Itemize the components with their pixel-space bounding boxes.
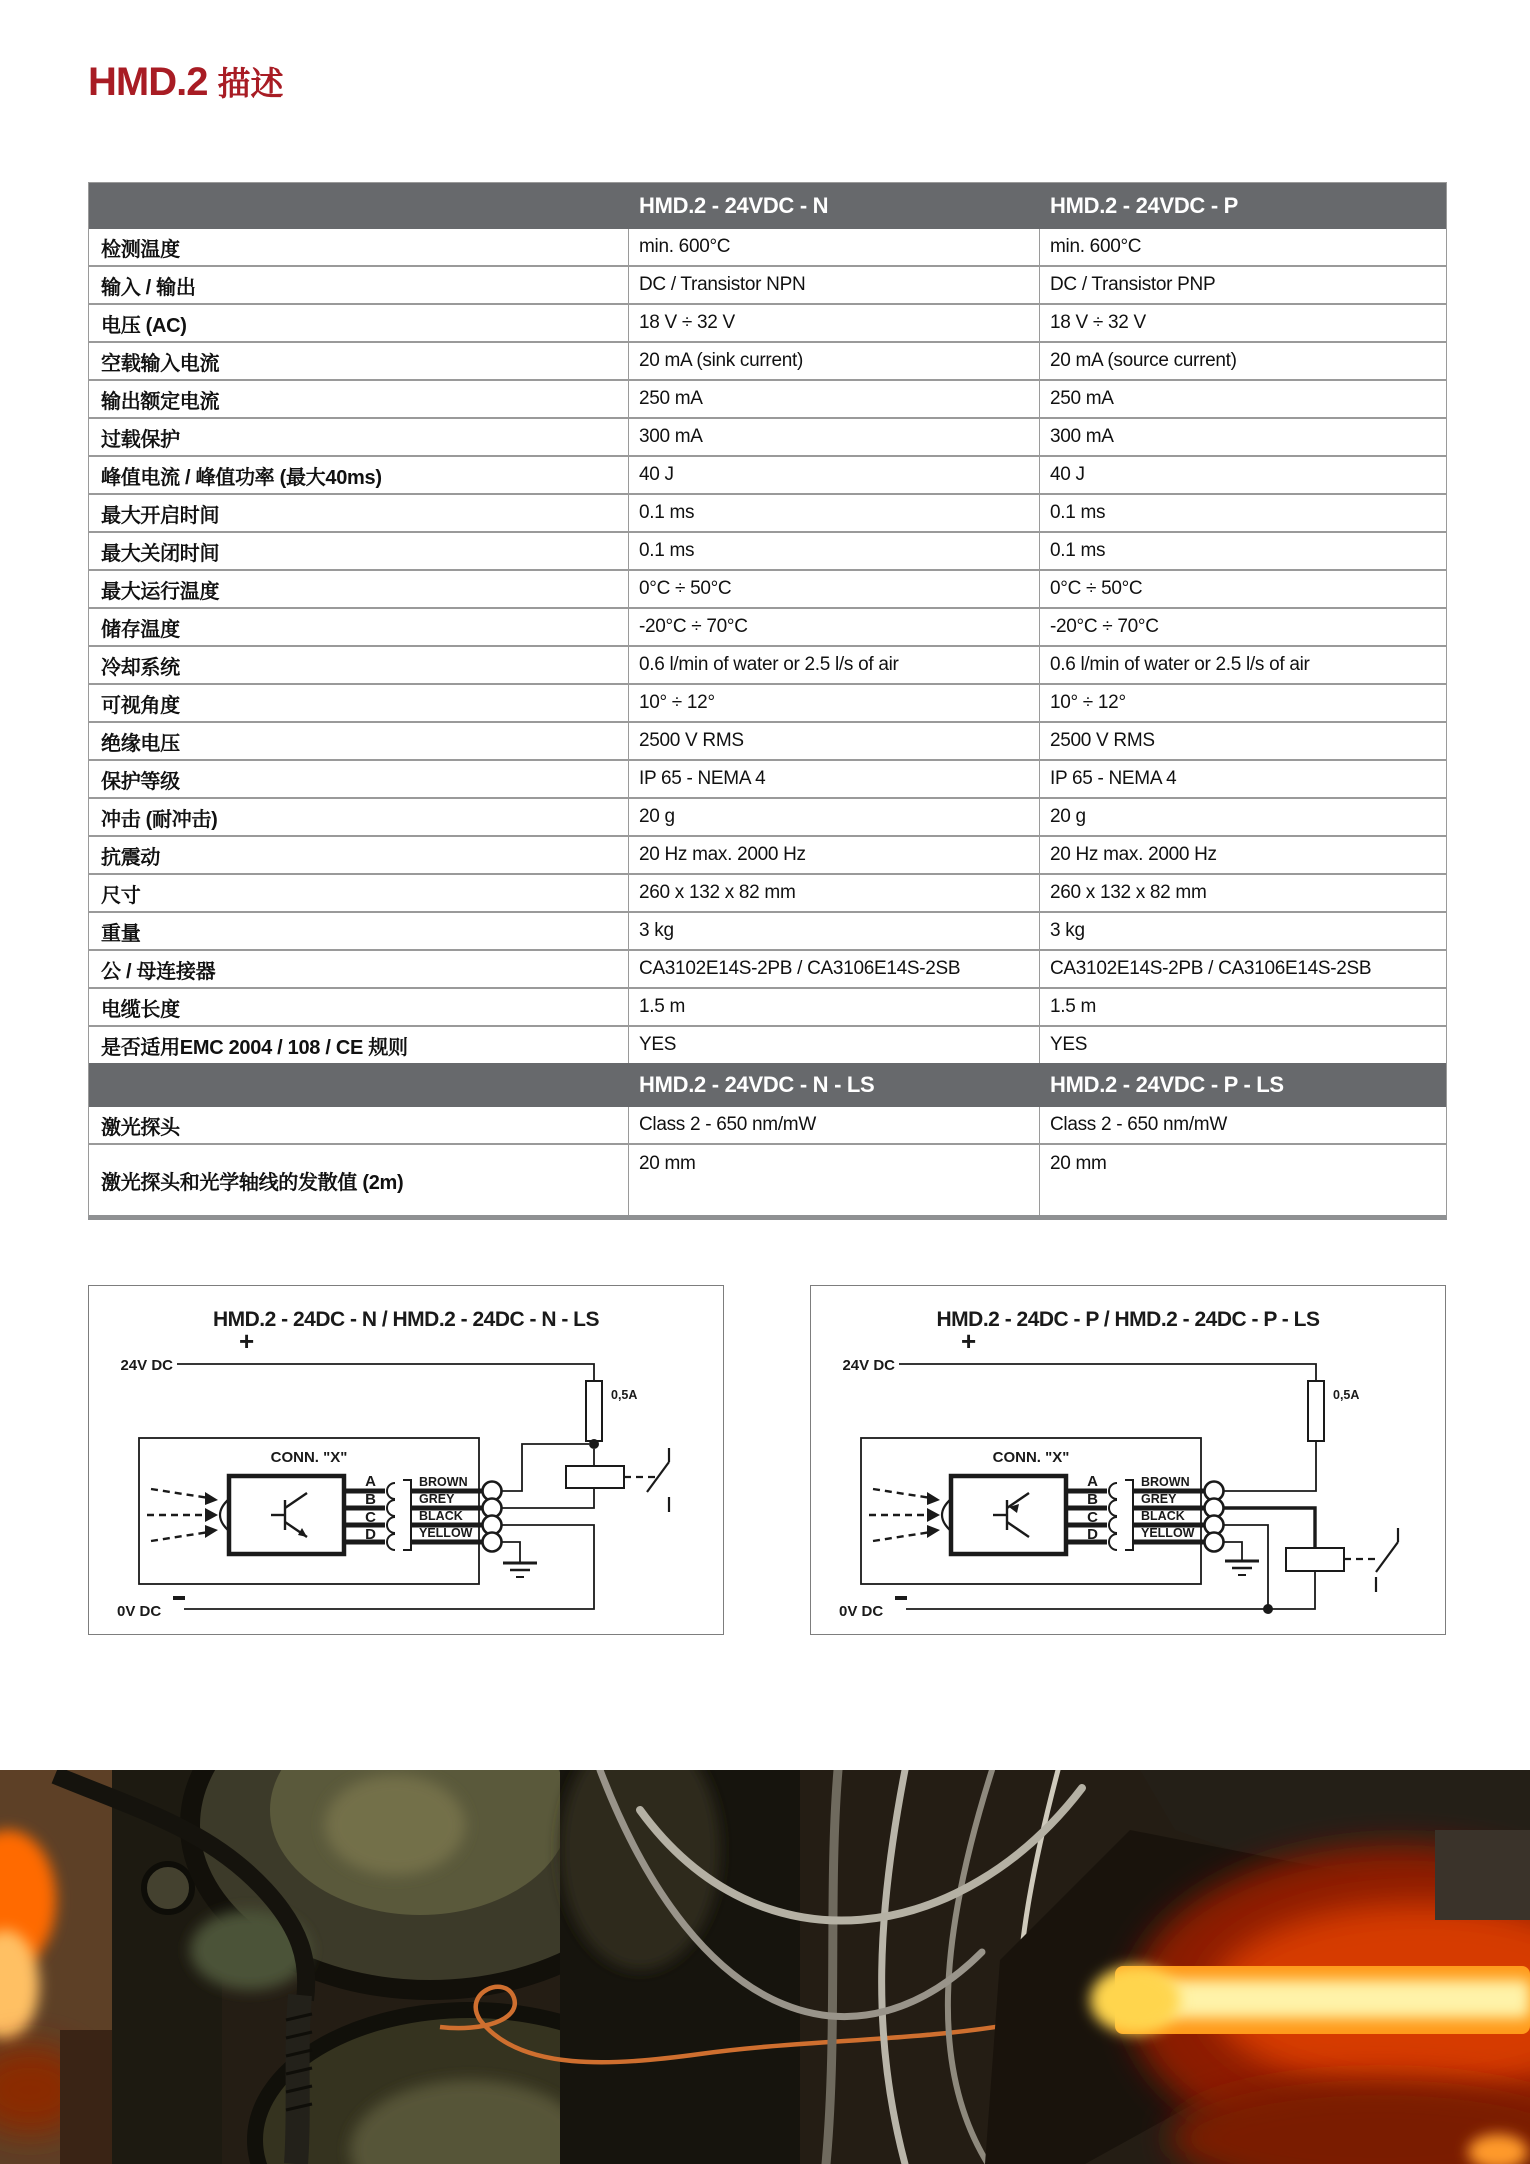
spec-value-cell-n: DC / Transistor NPN [628, 267, 1035, 303]
spec-value-cell-n: IP 65 - NEMA 4 [628, 761, 1035, 797]
light-arrows-icon [869, 1489, 931, 1541]
spec-label-cell: 电缆长度 [101, 998, 180, 1021]
spec-value-cell-p: CA3102E14S-2PB / CA3106E14S-2SB [1039, 951, 1446, 987]
spec-value-cell-n: 0.1 ms [628, 495, 1035, 531]
switch-contact-icon [1344, 1528, 1398, 1592]
diagram-title: HMD.2 - 24DC - P / HMD.2 - 24DC - P - LS [936, 1308, 1320, 1331]
spec-value-cell-n: 40 J [628, 457, 1035, 493]
pin-letter: A [1087, 1473, 1098, 1490]
spec-label-cell: 储存温度 [101, 618, 180, 641]
spec-label-cell: 是否适用EMC 2004 / 108 / CE 规则 [101, 1036, 408, 1059]
spec-table-rows [89, 229, 1446, 1063]
spec-label-cell: 检测温度 [101, 238, 180, 261]
spec-label-cell: 激光探头 [101, 1116, 180, 1139]
spec-row [89, 987, 1446, 1025]
spec-row [89, 1107, 1446, 1143]
spec-ls-header-column-p: HMD.2 - 24VDC - P - LS [1040, 1063, 1446, 1107]
spec-value-cell-p: min. 600°C [1039, 229, 1446, 265]
spec-value-cell-p: IP 65 - NEMA 4 [1039, 761, 1446, 797]
spec-value-cell-p: 0.1 ms [1039, 533, 1446, 569]
fuse-rating: 0,5A [611, 1388, 638, 1402]
light-arrowheads [205, 1492, 218, 1538]
spec-value-cell-n: 0.1 ms [628, 533, 1035, 569]
spec-header-label-cell [89, 183, 624, 229]
spec-row [89, 683, 1446, 721]
spec-header-column-p: HMD.2 - 24VDC - P [1040, 183, 1446, 229]
wiring-diagram-pnp [810, 1285, 1446, 1635]
connector-hooks-icon [1109, 1480, 1133, 1550]
ground-icon [503, 1563, 537, 1577]
spec-label-cell: 峰值电流 / 峰值功率 (最大40ms) [101, 466, 382, 489]
conn-label: CONN. "X" [992, 1449, 1070, 1466]
spec-row [89, 721, 1446, 759]
spec-value-cell-p: 20 mm [1039, 1145, 1446, 1215]
pin-letter: D [365, 1526, 376, 1543]
plus-symbol: + [239, 1326, 255, 1356]
wire-color-label: BROWN [1141, 1475, 1190, 1489]
spec-value-cell-p: -20°C ÷ 70°C [1039, 609, 1446, 645]
spec-table [88, 182, 1447, 1220]
spec-value-cell-p: 20 Hz max. 2000 Hz [1039, 837, 1446, 873]
fuse-rating: 0,5A [1333, 1388, 1360, 1402]
spec-value-cell-n: 18 V ÷ 32 V [628, 305, 1035, 341]
spec-row [89, 949, 1446, 987]
spec-label-cell: 冲击 (耐冲击) [101, 808, 218, 831]
wiring-diagram-npn [88, 1285, 724, 1635]
supply-rail [899, 1364, 1316, 1381]
connector-hooks-icon [387, 1480, 411, 1550]
supply-label: 24V DC [120, 1357, 173, 1374]
machinery-photo [0, 1770, 1530, 2164]
spec-label-cell: 电压 (AC) [101, 314, 187, 337]
spec-label-cell: 最大关闭时间 [101, 542, 220, 565]
spec-value-cell-n: 20 mA (sink current) [628, 343, 1035, 379]
wire-color-label: BLACK [419, 1509, 463, 1523]
spec-label-cell: 过载保护 [101, 428, 180, 451]
spec-row [89, 569, 1446, 607]
spec-value-cell-n: CA3102E14S-2PB / CA3106E14S-2SB [628, 951, 1035, 987]
spec-row [89, 531, 1446, 569]
spec-label-cell: 抗震动 [101, 846, 161, 869]
spec-row [89, 265, 1446, 303]
spec-row [89, 1143, 1446, 1215]
wiring-diagram-pnp-svg [811, 1286, 1445, 1634]
pin-letter: B [1087, 1491, 1098, 1508]
wire-color-label: YELLOW [1141, 1526, 1195, 1540]
spec-ls-header-label-cell [89, 1063, 624, 1107]
page-title [88, 58, 283, 105]
spec-label-cell: 最大开启时间 [101, 504, 220, 527]
pin-letter: C [365, 1509, 376, 1526]
page-title-suffix: 描述 [217, 65, 284, 102]
pin-letter: A [365, 1473, 376, 1490]
spec-row [89, 911, 1446, 949]
pin-letter: B [365, 1491, 376, 1508]
spec-value-cell-p: 0.1 ms [1039, 495, 1446, 531]
spec-value-cell-n: Class 2 - 650 nm/mW [628, 1107, 1035, 1143]
spec-value-cell-p: 3 kg [1039, 913, 1446, 949]
minus-symbol [895, 1596, 907, 1600]
conn-label: CONN. "X" [270, 1449, 348, 1466]
spec-value-cell-n: 300 mA [628, 419, 1035, 455]
spec-row [89, 493, 1446, 531]
spec-row [89, 835, 1446, 873]
spec-row [89, 455, 1446, 493]
spec-row [89, 873, 1446, 911]
spec-value-cell-p: Class 2 - 650 nm/mW [1039, 1107, 1446, 1143]
zero-volt-label: 0V DC [117, 1603, 162, 1620]
fuse-symbol [1308, 1381, 1324, 1441]
machinery-photo-svg [0, 1770, 1530, 2164]
spec-label-cell: 绝缘电压 [101, 732, 180, 755]
sensor-symbol [942, 1476, 1066, 1554]
spec-value-cell-p: 0.6 l/min of water or 2.5 l/s of air [1039, 647, 1446, 683]
spec-value-cell-n: 10° ÷ 12° [628, 685, 1035, 721]
spec-value-cell-p: 40 J [1039, 457, 1446, 493]
spec-value-cell-n: 0°C ÷ 50°C [628, 571, 1035, 607]
switch-contact-icon [624, 1448, 669, 1512]
wire-color-label: YELLOW [419, 1526, 473, 1540]
spec-label-cell: 尺寸 [101, 884, 141, 907]
junction-dot [1263, 1604, 1273, 1614]
spec-table-ls-header [89, 1063, 1446, 1107]
spec-value-cell-p: 18 V ÷ 32 V [1039, 305, 1446, 341]
spec-value-cell-p: 1.5 m [1039, 989, 1446, 1025]
page-title-model: HMD.2 [88, 60, 208, 104]
spec-label-cell: 冷却系统 [101, 656, 180, 679]
pin-letter: C [1087, 1509, 1098, 1526]
spec-row [89, 229, 1446, 265]
spec-row [89, 417, 1446, 455]
spec-table-ls-rows [89, 1107, 1446, 1215]
plus-symbol: + [961, 1326, 977, 1356]
relay-coil [1286, 1548, 1344, 1571]
spec-label-cell: 输出额定电流 [101, 390, 220, 413]
spec-value-cell-n: YES [628, 1027, 1035, 1063]
spec-row [89, 759, 1446, 797]
spec-row [89, 303, 1446, 341]
spec-table-header [89, 183, 1446, 229]
spec-value-cell-p: 2500 V RMS [1039, 723, 1446, 759]
spec-label-cell: 可视角度 [101, 694, 180, 717]
spec-label-cell: 公 / 母连接器 [101, 960, 216, 983]
light-arrowheads [927, 1492, 940, 1538]
spec-value-cell-n: min. 600°C [628, 229, 1035, 265]
light-arrows-icon [147, 1489, 209, 1541]
spec-value-cell-n: 260 x 132 x 82 mm [628, 875, 1035, 911]
wire-color-label: GREY [1141, 1492, 1177, 1506]
terminal-circles [483, 1482, 502, 1552]
spec-label-cell: 输入 / 输出 [101, 276, 196, 299]
supply-label: 24V DC [842, 1357, 895, 1374]
spec-value-cell-p: DC / Transistor PNP [1039, 267, 1446, 303]
wire-color-label: BROWN [419, 1475, 468, 1489]
spec-label-cell: 最大运行温度 [101, 580, 220, 603]
spec-label-cell: 保护等级 [101, 770, 180, 793]
spec-value-cell-p: 20 g [1039, 799, 1446, 835]
spec-value-cell-n: 0.6 l/min of water or 2.5 l/s of air [628, 647, 1035, 683]
spec-value-cell-n: 20 g [628, 799, 1035, 835]
spec-row [89, 379, 1446, 417]
supply-rail [177, 1364, 594, 1381]
sensor-symbol [220, 1476, 344, 1554]
spec-value-cell-n: 2500 V RMS [628, 723, 1035, 759]
spec-value-cell-n: 20 mm [628, 1145, 1035, 1215]
spec-row [89, 1025, 1446, 1063]
spec-ls-header-column-n: HMD.2 - 24VDC - N - LS [629, 1063, 1035, 1107]
spec-value-cell-p: 10° ÷ 12° [1039, 685, 1446, 721]
spec-value-cell-p: 0°C ÷ 50°C [1039, 571, 1446, 607]
zero-volt-label: 0V DC [839, 1603, 884, 1620]
fuse-symbol [586, 1381, 602, 1441]
pin-letter: D [1087, 1526, 1098, 1543]
spec-value-cell-n: 20 Hz max. 2000 Hz [628, 837, 1035, 873]
spec-value-cell-p: 260 x 132 x 82 mm [1039, 875, 1446, 911]
spec-value-cell-p: 300 mA [1039, 419, 1446, 455]
junction-dot [589, 1439, 599, 1449]
spec-value-cell-n: -20°C ÷ 70°C [628, 609, 1035, 645]
spec-header-column-n: HMD.2 - 24VDC - N [629, 183, 1035, 229]
spec-value-cell-p: YES [1039, 1027, 1446, 1063]
relay-coil [566, 1466, 624, 1488]
spec-value-cell-n: 1.5 m [628, 989, 1035, 1025]
diagram-title: HMD.2 - 24DC - N / HMD.2 - 24DC - N - LS [212, 1308, 600, 1331]
wire-color-label: GREY [419, 1492, 455, 1506]
spec-label-cell: 空载输入电流 [101, 352, 220, 375]
spec-row [89, 607, 1446, 645]
spec-value-cell-n: 250 mA [628, 381, 1035, 417]
spec-value-cell-p: 20 mA (source current) [1039, 343, 1446, 379]
wire-color-label: BLACK [1141, 1509, 1185, 1523]
spec-label-cell: 重量 [101, 922, 141, 945]
spec-value-cell-p: 250 mA [1039, 381, 1446, 417]
terminal-circles [1205, 1482, 1224, 1552]
spec-row [89, 645, 1446, 683]
spec-value-cell-n: 3 kg [628, 913, 1035, 949]
minus-symbol [173, 1596, 185, 1600]
ground-icon [1225, 1561, 1259, 1575]
spec-row [89, 797, 1446, 835]
spec-label-cell: 激光探头和光学轴线的发散值 (2m) [101, 1171, 404, 1194]
wiring-diagram-npn-svg [89, 1286, 723, 1634]
spec-row [89, 341, 1446, 379]
